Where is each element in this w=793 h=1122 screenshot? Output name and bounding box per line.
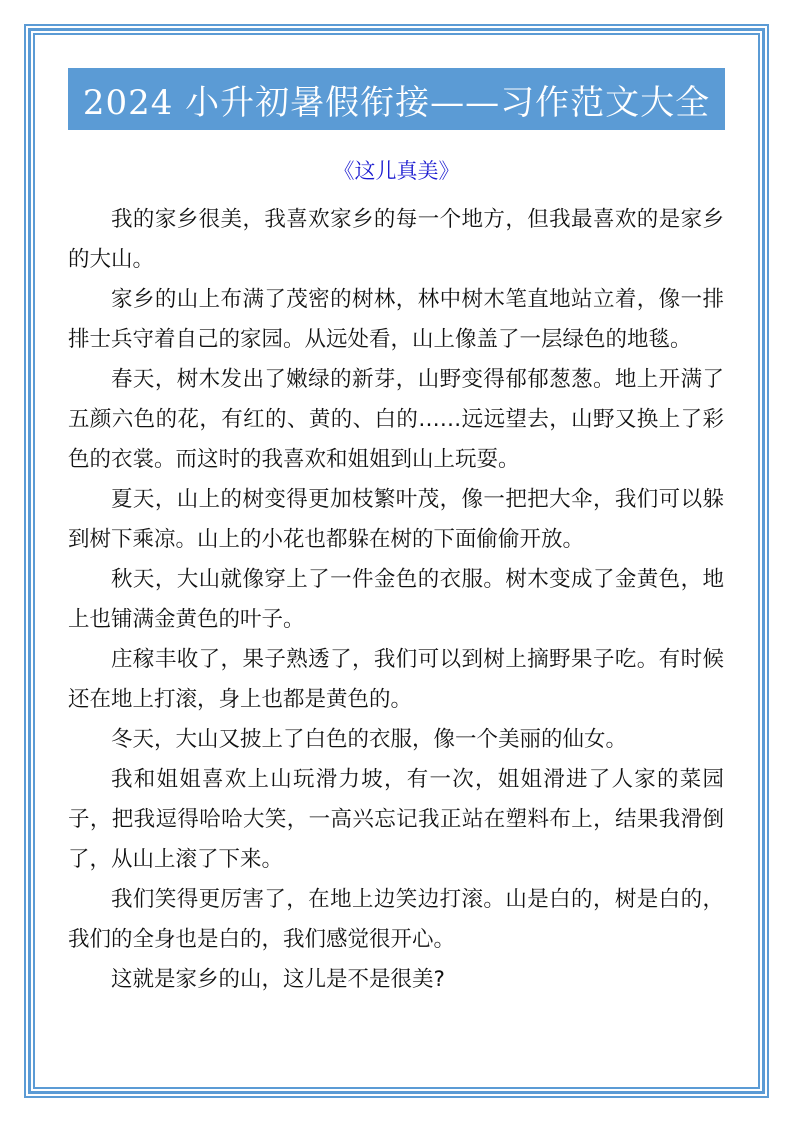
essay-body [68,200,724,1000]
essay-paragraph: 庄稼丰收了，果子熟透了，我们可以到树上摘野果子吃。有时候还在地上打滚，身上也都是黄色的。 [68,647,724,712]
page-title: 2024 小升初暑假衔接——习作范文大全 [82,82,711,123]
page-title-banner [68,68,725,130]
essay-paragraph: 家乡的山上布满了茂密的树林，林中树木笔直地站立着，像一排排士兵守着自己的家园。从远处看，山上像盖了一层绿色的地毯。 [68,287,724,352]
essay-paragraph: 秋天，大山就像穿上了一件金色的衣服。树木变成了金黄色，地上也铺满金黄色的叶子。 [68,567,724,632]
essay-paragraph: 我的家乡很美，我喜欢家乡的每一个地方，但我最喜欢的是家乡的大山。 [68,207,724,272]
essay-paragraph: 我和姐姐喜欢上山玩滑力坡，有一次，姐姐滑进了人家的菜园子，把我逗得哈哈大笑，一高兴忘记我正站在塑料布上，结果我滑倒了，从山上滚了下来。 [68,767,724,872]
essay-paragraph: 夏天，山上的树变得更加枝繁叶茂，像一把把大伞，我们可以躲到树下乘凉。山上的小花也都躲在树的下面偷偷开放。 [68,487,724,552]
essay-paragraph: 春天，树木发出了嫩绿的新芽，山野变得郁郁葱葱。地上开满了五颜六色的花，有红的、黄的、白的……远远望去，山野又换上了彩色的衣裳。而这时的我喜欢和姐姐到山上玩耍。 [68,367,724,472]
essay-paragraph: 冬天，大山又披上了白色的衣服，像一个美丽的仙女。 [111,727,628,752]
essay-paragraph: 这就是家乡的山，这儿是不是很美? [111,967,445,992]
essay-paragraph: 我们笑得更厉害了，在地上边笑边打滚。山是白的，树是白的，我们的全身也是白的，我们感觉很开心。 [68,887,724,952]
essay-title: 《这儿真美》 [333,159,460,183]
